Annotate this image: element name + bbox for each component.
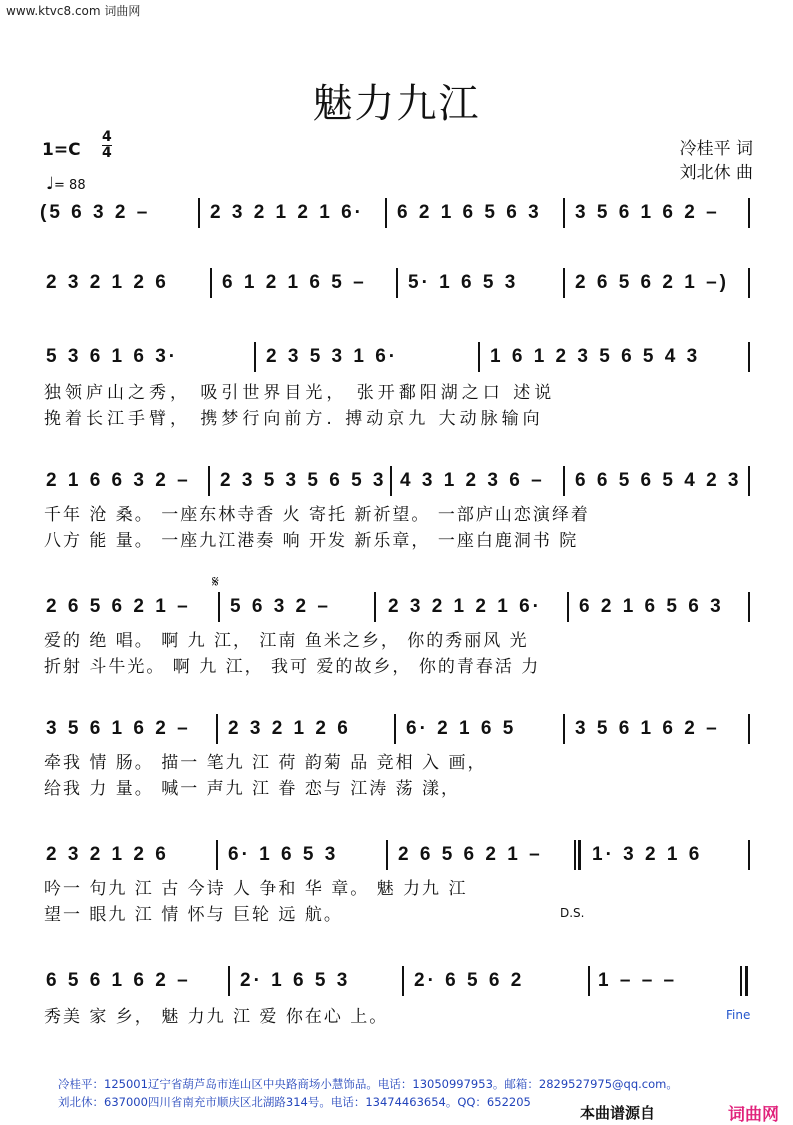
measure: 3 5 6 1 6 2 –	[575, 718, 720, 739]
measure: 2· 6 5 6 2	[414, 970, 525, 991]
composer-credit: 刘北休 曲	[679, 163, 753, 183]
site-logo[interactable]: 词曲网	[728, 1105, 779, 1125]
measure: 2 3 2 1 2 6	[46, 272, 169, 293]
measure: 2 3 2 1 2 1 6·	[210, 202, 364, 223]
tempo-marking	[46, 174, 86, 194]
measure: 1 6 1 2 3 5 6 5 4 3	[490, 346, 701, 367]
measure: 2 3 5 3 1 6·	[266, 346, 399, 367]
measure: (5 6 3 2 –	[40, 202, 151, 223]
measure: 2 3 2 1 2 6	[46, 844, 169, 865]
ds-mark: D.S.	[560, 906, 585, 920]
measure: 5 3 6 1 6 3·	[46, 346, 179, 367]
measure: 3 5 6 1 6 2 –	[575, 202, 720, 223]
lyric-verse-2: 折射 斗牛光。 啊 九 江， 我可 爱的故乡， 你的青春活 力	[44, 657, 541, 677]
lyric-verse-2: 望一 眼九 江 情 怀与 巨轮 远 航。	[44, 905, 343, 925]
measure: 4 3 1 2 3 6 –	[400, 470, 545, 491]
lyric-verse-1: 牵我 情 肠。 描一 笔九 江 荷 韵菊 品 竞相 入 画，	[44, 753, 487, 773]
lyric-verse-2: 挽着长江手臂， 携梦行向前方. 搏动京九 大动脉输向	[44, 409, 544, 429]
source-label: 本曲谱源自	[580, 1104, 656, 1122]
measure: 2 6 5 6 2 1 –	[46, 596, 191, 617]
tempo-value: = 88	[54, 178, 86, 193]
song-title: 魅力九江	[312, 81, 481, 127]
quarter-note-icon: ♩	[46, 174, 55, 194]
measure: 5 6 3 2 –	[230, 596, 331, 617]
measure: 2 3 2 1 2 6	[228, 718, 351, 739]
measure: 2· 1 6 5 3	[240, 970, 351, 991]
measure: 1· 3 2 1 6	[592, 844, 703, 865]
time-signature-bottom: 4	[102, 145, 112, 161]
lyric-verse-1: 独领庐山之秀， 吸引世界目光， 张开鄱阳湖之口 述说	[44, 383, 556, 403]
segno-sign: 𝄋	[212, 572, 219, 591]
footer-lyricist-contact: 冷桂平：125001辽宁省葫芦岛市连山区中央路商场小慧饰品。电话：13050997953。邮箱：2829527975@qq.com。	[58, 1077, 678, 1091]
lyric-verse-2: 给我 力 量。 喊一 声九 江 眷 恋与 江涛 荡 漾，	[44, 779, 461, 799]
measure: 6 2 1 6 5 6 3	[579, 596, 724, 617]
lyric-verse-1: 秀美 家 乡， 魅 力九 江 爱 你在心 上。	[44, 1007, 389, 1027]
lyric-verse-2: 八方 能 量。 一座九江港奏 响 开发 新乐章， 一座白鹿洞书 院	[44, 531, 579, 551]
measure: 6 1 2 1 6 5 –	[222, 272, 367, 293]
measure: 6· 2 1 6 5	[406, 718, 517, 739]
lyric-verse-1: 爱的 绝 唱。 啊 九 江， 江南 鱼米之乡， 你的秀丽风 光	[44, 631, 529, 651]
measure: 2 3 2 1 2 1 6·	[388, 596, 542, 617]
fine-mark: Fine	[726, 1008, 751, 1022]
time-signature	[102, 130, 112, 161]
key-signature: 1=C	[42, 140, 81, 160]
measure: 3 5 6 1 6 2 –	[46, 718, 191, 739]
measure: 6· 1 6 5 3	[228, 844, 339, 865]
lyricist-credit: 冷桂平 词	[679, 139, 753, 159]
footer-composer-contact: 刘北休：637000四川省南充市顺庆区北湖路314号。电话：13474463654。QQ：652205	[58, 1095, 531, 1109]
measure: 6 2 1 6 5 6 3	[397, 202, 542, 223]
site-watermark: www.ktvc8.com 词曲网	[6, 4, 141, 18]
time-signature-top: 4	[102, 129, 112, 145]
measure: 2 1 6 6 3 2 –	[46, 470, 191, 491]
measure: 5· 1 6 5 3	[408, 272, 519, 293]
measure: 2 6 5 6 2 1 –	[398, 844, 543, 865]
lyric-verse-1: 千年 沧 桑。 一座东林寺香 火 寄托 新祈望。 一部庐山恋演绎着	[44, 505, 590, 525]
measure: 6 6 5 6 5 4 2 3	[575, 470, 742, 491]
lyric-verse-1: 吟一 句九 江 古 今诗 人 争和 华 章。 魅 力九 江	[44, 879, 468, 899]
measure: 2 6 5 6 2 1 –)	[575, 272, 729, 293]
measure: 2 3 5 3 5 6 5 3	[220, 470, 387, 491]
measure: 1 – – –	[598, 970, 678, 991]
measure: 6 5 6 1 6 2 –	[46, 970, 191, 991]
